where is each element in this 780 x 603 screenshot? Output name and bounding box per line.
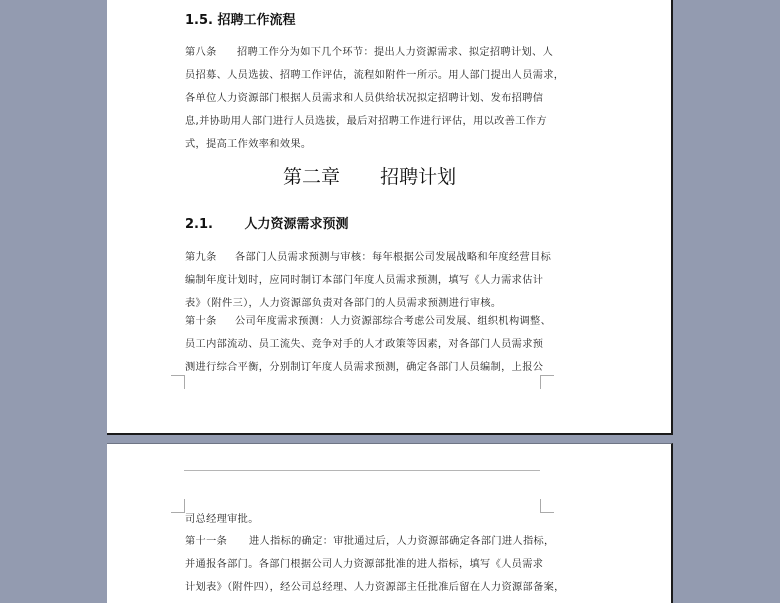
article-10-paragraph: [185, 310, 551, 379]
section-heading-1-5: [185, 9, 296, 28]
paragraph-line: 并通报各部门。各部门根据公司人力资源部批准的进人指标，填写《人员需求: [185, 559, 544, 570]
continuation-paragraph: [185, 508, 259, 531]
margin-corner-mark: [171, 499, 185, 513]
paragraph-line: 编制年度计划时，应同时制订本部门年度人员需求预测，填写《人力需求估计: [185, 275, 544, 286]
margin-corner-mark: [540, 375, 554, 389]
section-title: 招聘工作流程: [217, 13, 296, 28]
document-page-1: [107, 0, 673, 435]
paragraph-line: 式，提高工作效率和效果。: [185, 139, 312, 150]
chapter-number: 第二章: [283, 166, 341, 188]
article-9-paragraph: [185, 246, 551, 315]
margin-corner-mark: [540, 499, 554, 513]
paragraph-line: 各部门人员需求预测与审核：每年根据公司发展战略和年度经营目标: [235, 252, 552, 263]
chapter-heading-2: [283, 162, 456, 189]
article-11-paragraph: [185, 530, 565, 599]
section-title: 人力资源需求预测: [244, 217, 349, 232]
paragraph-line: 公司年度需求预测：人力资源部综合考虑公司发展、组织机构调整、: [235, 316, 552, 327]
chapter-title: 招聘计划: [380, 166, 457, 188]
paragraph-line: 息,并协助用人部门进行人员选拔，最后对招聘工作进行评估，用以改善工作方: [185, 116, 547, 127]
section-number: 1.5.: [185, 13, 213, 28]
paragraph-line: 进人指标的确定：审批通过后，人力资源部确定各部门进人指标，: [249, 536, 555, 547]
paragraph-line: 司总经理审批。: [185, 514, 259, 525]
article-label: 第十一条: [185, 536, 228, 547]
paragraph-line: 员工内部流动、员工流失、竞争对手的人才政策等因素，对各部门人员需求预: [185, 339, 544, 350]
paragraph-line: 员招募、人员选拔、招聘工作评估，流程如附件一所示。用人部门提出人员需求，: [185, 70, 565, 81]
article-label: 第十条: [185, 316, 217, 327]
paragraph-line: 测进行综合平衡，分别制订年度人员需求预测，确定各部门人员编制，上报公: [185, 362, 544, 373]
article-label: 第八条: [185, 47, 217, 58]
section-number: 2.1.: [185, 217, 213, 232]
section-heading-2-1: [185, 213, 349, 232]
article-8-paragraph: [185, 41, 564, 156]
header-rule: [184, 470, 540, 471]
document-page-2: [107, 443, 673, 603]
paragraph-line: 招聘工作分为如下几个环节：提出人力资源需求、拟定招聘计划、人: [237, 47, 554, 58]
article-label: 第九条: [185, 252, 217, 263]
paragraph-line: 表》（附件三），人力资源部负责对各部门的人员需求预测进行审核。: [185, 298, 502, 309]
margin-corner-mark: [171, 375, 185, 389]
paragraph-line: 计划表》（附件四），经公司总经理、人力资源部主任批准后留在人力资源部备案，: [185, 582, 565, 593]
paragraph-line: 各单位人力资源部门根据人员需求和人员供给状况拟定招聘计划、发布招聘信: [185, 93, 544, 104]
